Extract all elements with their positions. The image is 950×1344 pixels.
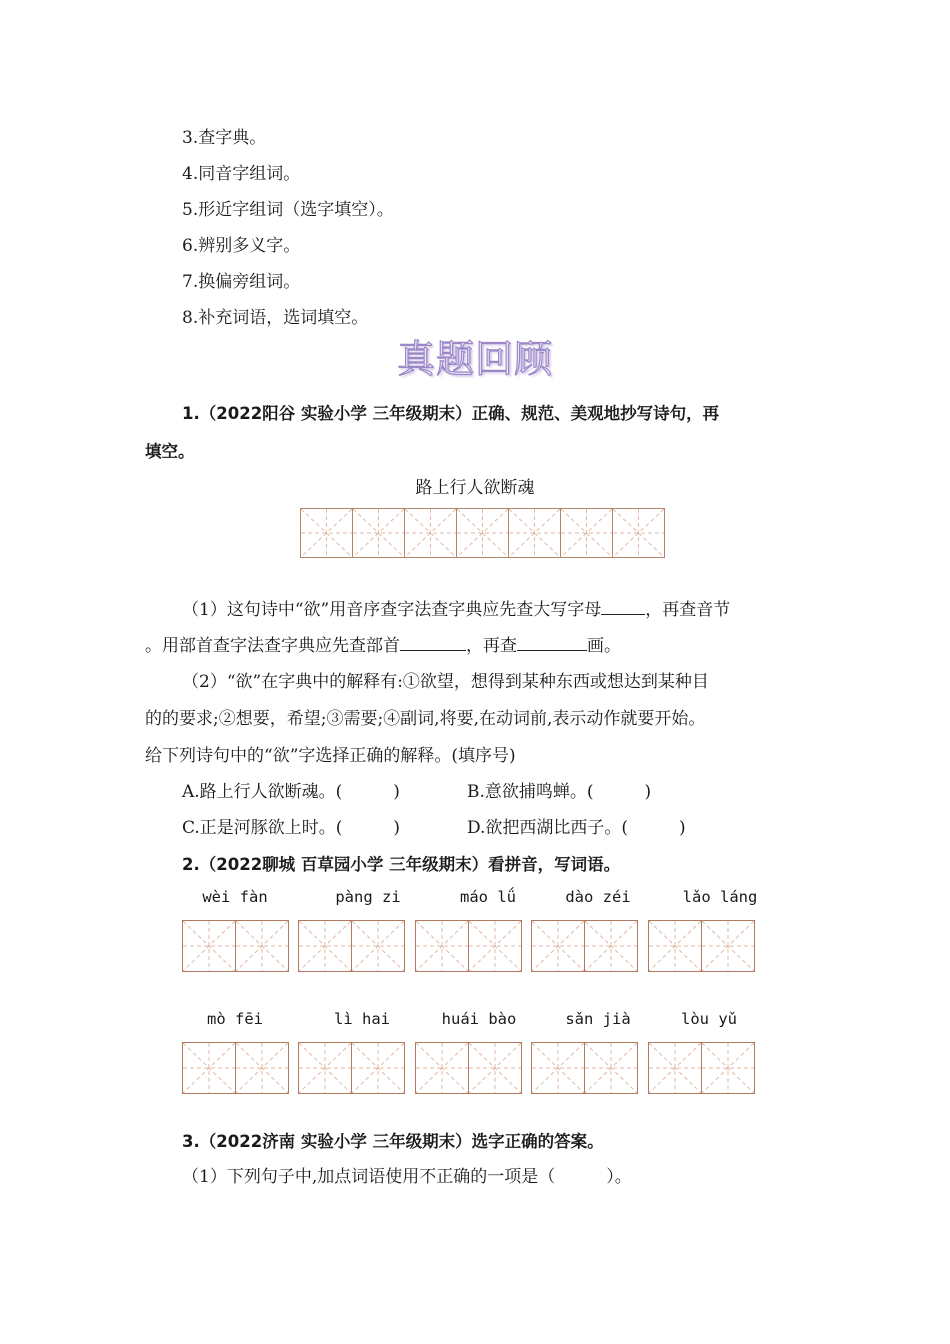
pinyin-label: wèi fàn	[202, 888, 268, 906]
answer-blank-letter[interactable]	[601, 596, 645, 615]
pinyin-label: huái bào	[441, 1010, 517, 1028]
q1-sub1-text-a: （1）这句诗中“欲”用音序查字法查字典应先查大写字母	[182, 600, 602, 620]
writing-cell[interactable]	[701, 1042, 755, 1094]
list-item-6: 6.辨别多义字。	[182, 236, 301, 256]
writing-cell[interactable]	[468, 1042, 522, 1094]
writing-cell[interactable]	[584, 1042, 638, 1094]
writing-cell[interactable]	[235, 1042, 289, 1094]
poem-line: 路上行人欲断魂	[415, 478, 535, 498]
writing-cell[interactable]	[584, 920, 638, 972]
writing-cell[interactable]	[648, 1042, 702, 1094]
writing-cell[interactable]	[531, 920, 585, 972]
word-box[interactable]	[648, 1042, 755, 1094]
word-box[interactable]	[298, 1042, 405, 1094]
q3-heading: 3.（2022济南 实验小学 三年级期末）选字正确的答案。	[182, 1132, 604, 1151]
pinyin-label: lì hai	[334, 1010, 390, 1028]
list-item-8: 8.补充词语，选词填空。	[182, 308, 369, 328]
answer-blank-strokes[interactable]	[517, 632, 587, 651]
writing-cell[interactable]	[560, 508, 613, 558]
pinyin-label: lǎo láng	[682, 888, 758, 906]
q1-sub1-line2	[145, 632, 621, 658]
q1-sub1-text-c: 。用部首查字法查字典应先查部首	[145, 636, 400, 656]
writing-cell[interactable]	[298, 1042, 352, 1094]
writing-cell[interactable]	[235, 920, 289, 972]
list-item-4: 4.同音字组词。	[182, 164, 301, 184]
option-d[interactable]: D.欲把西湖比西子。( )	[467, 818, 686, 838]
list-item-5: 5.形近字组词（选字填空）。	[182, 200, 394, 220]
pinyin-label: mò fēi	[207, 1010, 263, 1028]
poem-writing-grid[interactable]	[301, 508, 665, 558]
writing-cell[interactable]	[648, 920, 702, 972]
word-box[interactable]	[182, 920, 289, 972]
option-a[interactable]: A.路上行人欲断魂。( )	[182, 782, 400, 802]
writing-cell[interactable]	[352, 508, 405, 558]
word-box[interactable]	[415, 1042, 522, 1094]
q3-sub1: （1）下列句子中,加点词语使用不正确的一项是（ ）。	[182, 1167, 632, 1187]
word-box[interactable]	[531, 920, 638, 972]
q1-sub2-line2: 的的要求;②想要，希望;③需要;④副词,将要,在动词前,表示动作就要开始。	[145, 709, 706, 729]
pinyin-label: lòu yǔ	[681, 1010, 737, 1028]
pinyin-label: máo lǘ	[460, 888, 516, 906]
writing-cell[interactable]	[351, 1042, 405, 1094]
q1-heading: 1.（2022阳谷 实验小学 三年级期末）正确、规范、美观地抄写诗句，再	[182, 404, 720, 423]
section-title: 真题回顾	[396, 337, 553, 381]
option-b[interactable]: B.意欲捕鸣蝉。( )	[467, 782, 652, 802]
writing-cell[interactable]	[415, 920, 469, 972]
q1-heading-cont: 填空。	[145, 442, 195, 461]
writing-cell[interactable]	[404, 508, 457, 558]
writing-cell[interactable]	[531, 1042, 585, 1094]
writing-cell[interactable]	[182, 920, 236, 972]
writing-cell[interactable]	[508, 508, 561, 558]
option-c[interactable]: C.正是河豚欲上时。( )	[182, 818, 401, 838]
word-box[interactable]	[298, 920, 405, 972]
writing-cell[interactable]	[351, 920, 405, 972]
answer-blank-radical[interactable]	[400, 632, 466, 651]
writing-cell[interactable]	[456, 508, 509, 558]
q1-sub2-line1: （2）“欲”在字典中的解释有:①欲望，想得到某种东西或想达到某种目	[182, 672, 709, 692]
word-box[interactable]	[648, 920, 755, 972]
q1-sub1-text-d: ，再查	[466, 636, 517, 656]
writing-cell[interactable]	[298, 920, 352, 972]
writing-cell[interactable]	[468, 920, 522, 972]
pinyin-label: pàng zi	[335, 888, 401, 906]
q2-heading: 2.（2022聊城 百草园小学 三年级期末）看拼音，写词语。	[182, 855, 621, 874]
list-item-7: 7.换偏旁组词。	[182, 272, 301, 292]
pinyin-label: dào zéi	[565, 888, 631, 906]
word-box[interactable]	[182, 1042, 289, 1094]
q1-sub2-line3: 给下列诗句中的“欲”字选择正确的解释。(填序号)	[145, 746, 516, 766]
q1-sub1-text-e: 画。	[587, 636, 621, 656]
writing-cell[interactable]	[415, 1042, 469, 1094]
q1-sub1-text-b: ，再查音节	[645, 600, 731, 620]
q1-sub1-line1	[182, 596, 730, 622]
pinyin-label: sǎn jià	[565, 1010, 631, 1028]
writing-cell[interactable]	[612, 508, 665, 558]
list-item-3: 3.查字典。	[182, 128, 267, 148]
writing-cell[interactable]	[701, 920, 755, 972]
writing-cell[interactable]	[300, 508, 353, 558]
word-box[interactable]	[531, 1042, 638, 1094]
word-box[interactable]	[415, 920, 522, 972]
writing-cell[interactable]	[182, 1042, 236, 1094]
